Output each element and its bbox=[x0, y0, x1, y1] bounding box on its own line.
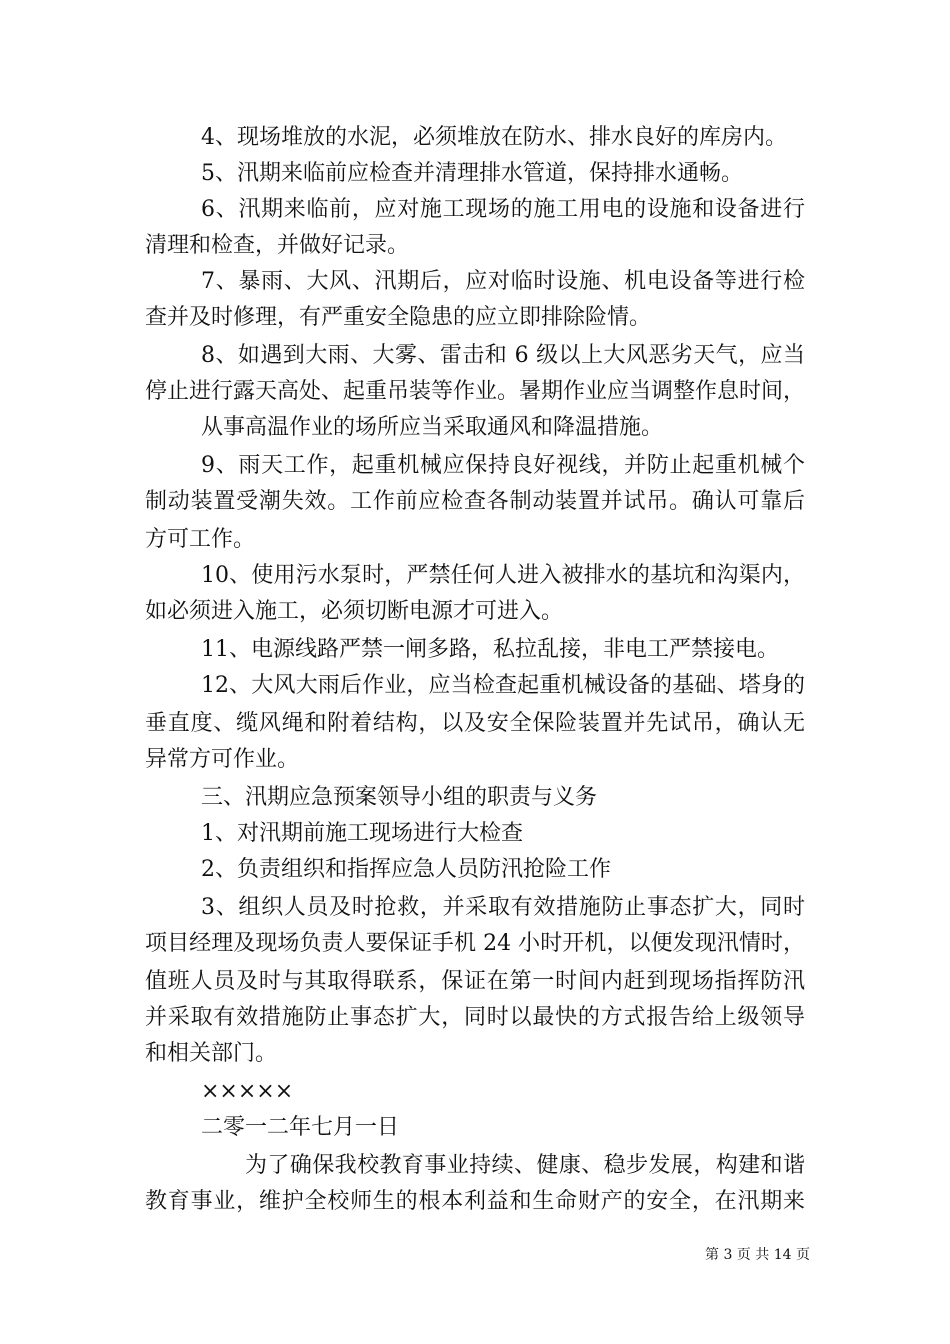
paragraph-line: 9、雨天工作，起重机械应保持良好视线，并防止起重机械个 bbox=[201, 453, 805, 478]
paragraph-line: 项目经理及现场负责人要保证手机 24 小时开机，以便发现汛情时， bbox=[145, 931, 805, 956]
paragraph-line: 1、对汛期前施工现场进行大检查 bbox=[201, 821, 523, 846]
paragraph-line: 如必须进入施工，必须切断电源才可进入。 bbox=[145, 599, 564, 624]
paragraph-line: 垂直度、缆风绳和附着结构，以及安全保险装置并先试吊，确认无 bbox=[145, 711, 805, 736]
paragraph-line: 8、如遇到大雨、大雾、雷击和 6 级以上大风恶劣天气，应当 bbox=[201, 343, 805, 368]
paragraph-line: 制动装置受潮失效。工作前应检查各制动装置并试吊。确认可靠后 bbox=[145, 489, 805, 514]
paragraph-line: 查并及时修理，有严重安全隐患的应立即排除险情。 bbox=[145, 305, 652, 330]
paragraph-line: 7、暴雨、大风、汛期后，应对临时设施、机电设备等进行检 bbox=[201, 269, 805, 294]
signature-placeholder: ××××× bbox=[201, 1079, 294, 1104]
paragraph-line: 5、汛期来临前应检查并清理排水管道，保持排水通畅。 bbox=[201, 161, 743, 186]
paragraph-line: 12、大风大雨后作业，应当检查起重机械设备的基础、塔身的 bbox=[201, 673, 805, 698]
page-number-footer: 第 3 页 共 14 页 bbox=[705, 1247, 810, 1263]
document-date: 二零一二年七月一日 bbox=[201, 1115, 400, 1140]
paragraph-line: 4、现场堆放的水泥，必须堆放在防水、排水良好的库房内。 bbox=[201, 125, 787, 150]
section-heading: 三、汛期应急预案领导小组的职责与义务 bbox=[201, 785, 598, 810]
paragraph-line: 异常方可作业。 bbox=[145, 747, 300, 772]
paragraph-line: 停止进行露天高处、起重吊装等作业。暑期作业应当调整作息时间， bbox=[145, 379, 806, 404]
paragraph-line: 6、汛期来临前，应对施工现场的施工用电的设施和设备进行 bbox=[201, 197, 805, 222]
paragraph-line: 教育事业，维护全校师生的根本利益和生命财产的安全，在汛期来 bbox=[145, 1189, 805, 1214]
paragraph-line: 为了确保我校教育事业持续、健康、稳步发展，构建和谐 bbox=[245, 1153, 805, 1178]
paragraph-line: 和相关部门。 bbox=[145, 1041, 278, 1066]
paragraph-line: 方可工作。 bbox=[145, 527, 256, 552]
paragraph-line: 10、使用污水泵时，严禁任何人进入被排水的基坑和沟渠内， bbox=[201, 563, 805, 588]
paragraph-line: 并采取有效措施防止事态扩大，同时以最快的方式报告给上级领导 bbox=[145, 1005, 805, 1030]
paragraph-line: 从事高温作业的场所应当采取通风和降温措施。 bbox=[201, 415, 664, 440]
paragraph-line: 清理和检查，并做好记录。 bbox=[145, 233, 410, 258]
paragraph-line: 值班人员及时与其取得联系，保证在第一时间内赶到现场指挥防汛 bbox=[145, 969, 805, 994]
paragraph-line: 3、组织人员及时抢救，并采取有效措施防止事态扩大，同时 bbox=[201, 895, 805, 920]
paragraph-line: 2、负责组织和指挥应急人员防汛抢险工作 bbox=[201, 857, 611, 882]
paragraph-line: 11、电源线路严禁一闸多路，私拉乱接，非电工严禁接电。 bbox=[201, 637, 779, 662]
